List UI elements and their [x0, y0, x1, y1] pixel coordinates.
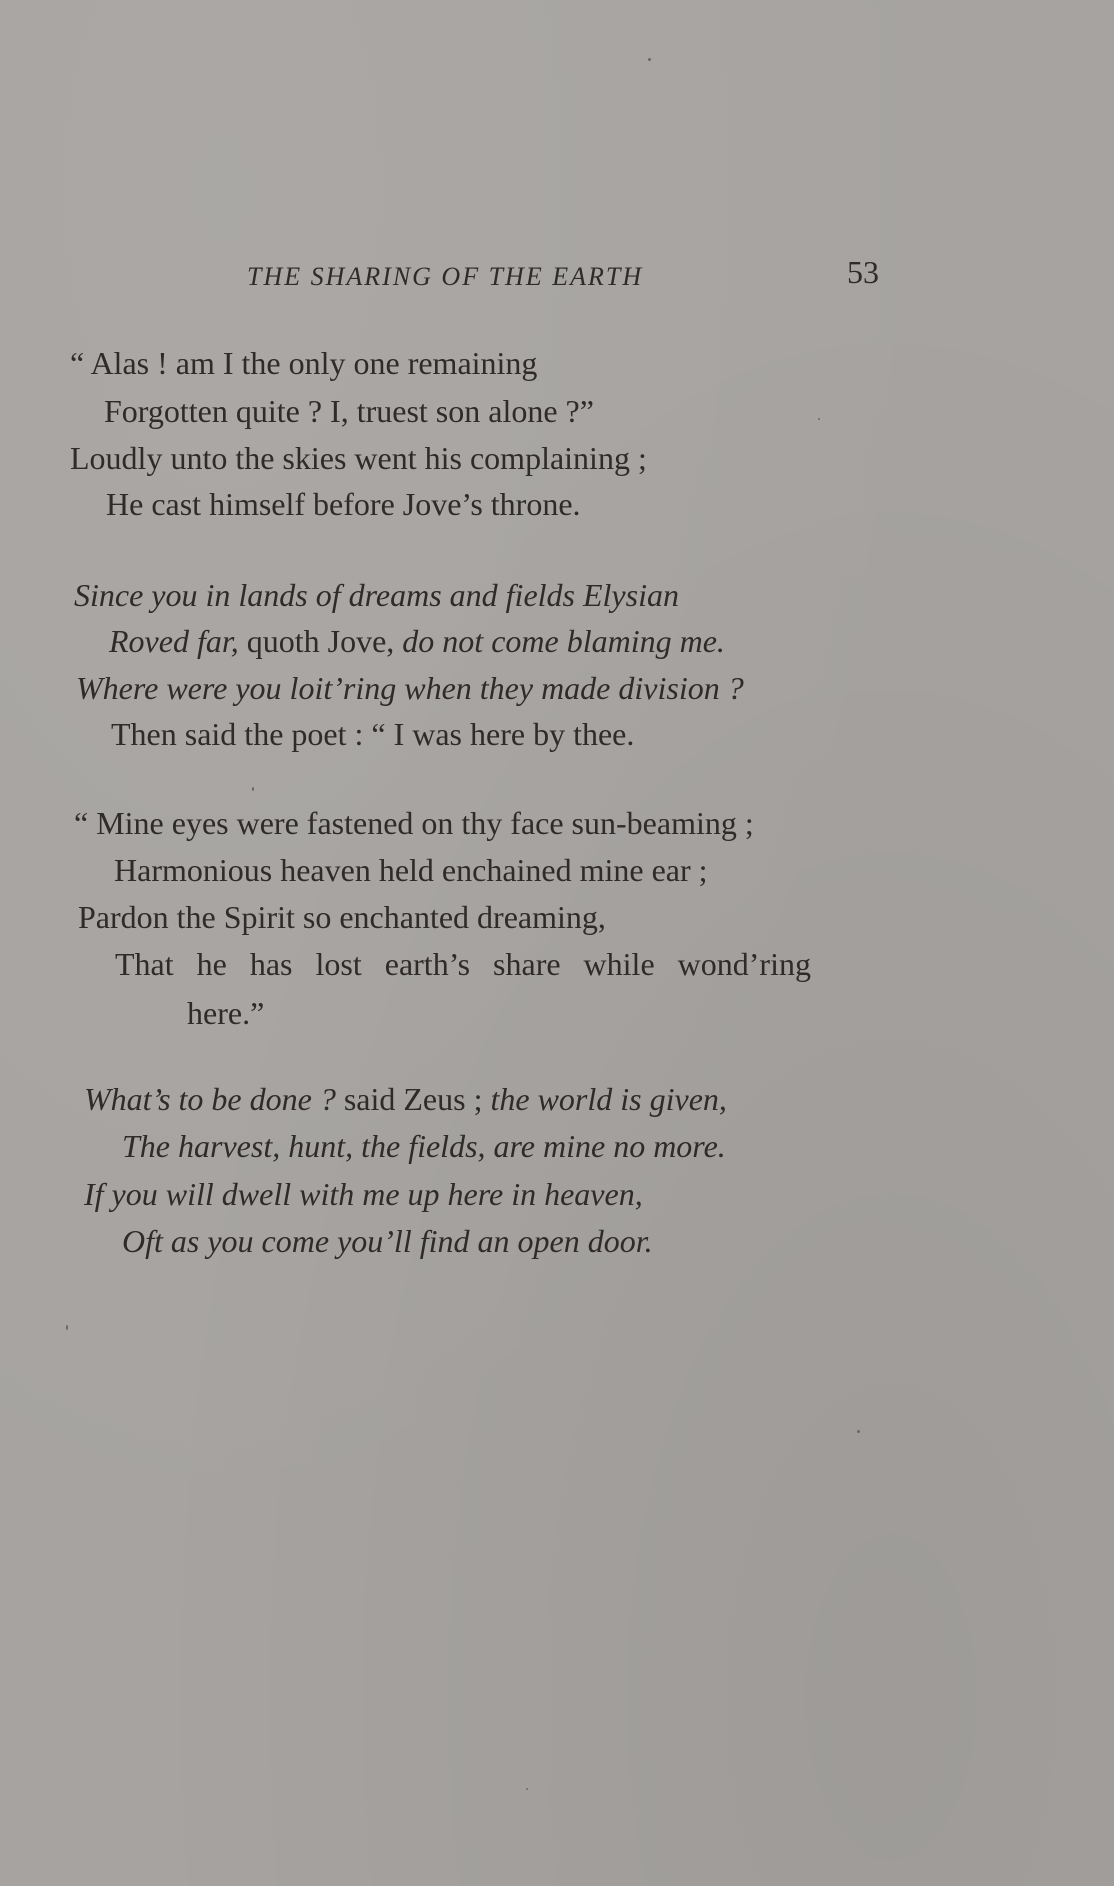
stanza-1-line-1: “ Alas ! am I the only one remaining: [70, 345, 538, 381]
stanza-2-line-2: [109, 621, 725, 661]
stanza-4-line-4: Oft as you come you’ll find an open door.: [122, 1223, 653, 1259]
stanza-3-line-4: That he has lost earth’s share while wond’ring: [115, 946, 811, 982]
stanza-4-line-1: [84, 1079, 727, 1119]
paper-speck: [818, 418, 820, 420]
stanza-3-line-1: “ Mine eyes were fastened on thy face sun-beaming ;: [74, 805, 754, 841]
stanza-1-line-3: Loudly unto the skies went his complaining ;: [70, 440, 647, 476]
stanza-4-line-1-part-a: What’s to be done ?: [84, 1081, 336, 1117]
stanza-1-line-2: Forgotten quite ? I, truest son alone ?”: [104, 393, 594, 429]
paper-speck: [857, 1430, 860, 1433]
stanza-2-line-1: Since you in lands of dreams and fields Elysian: [74, 577, 679, 613]
stanza-2-line-2-part-c: do not come blaming me.: [402, 623, 725, 659]
page-number: 53: [847, 254, 879, 290]
stanza-2-line-2-part-a: Roved far,: [109, 623, 239, 659]
running-header-title: THE SHARING OF THE EARTH: [247, 262, 644, 291]
stanza-4-line-1-part-b: said Zeus ;: [335, 1081, 491, 1117]
paper-speck: [526, 1788, 528, 1790]
stanza-3-line-5: here.”: [187, 995, 265, 1031]
stanza-4-line-3: If you will dwell with me up here in heaven,: [84, 1176, 643, 1212]
stanza-1-line-4: He cast himself before Jove’s throne.: [106, 486, 581, 522]
stanza-3-line-3: Pardon the Spirit so enchanted dreaming,: [78, 899, 606, 935]
stanza-4-line-2: The harvest, hunt, the fields, are mine no more.: [122, 1128, 726, 1164]
stanza-4-line-1-part-c: the world is given,: [490, 1081, 727, 1117]
stanza-2-line-2-part-b: quoth Jove,: [238, 623, 403, 659]
stanza-3-line-2: Harmonious heaven held enchained mine ear ;: [114, 852, 708, 888]
paper-speck: [252, 787, 254, 791]
stanza-2-line-3: Where were you loit’ring when they made division ?: [76, 670, 744, 706]
paper-speck: [66, 1325, 68, 1330]
paper-speck: [648, 58, 651, 61]
stanza-2-line-4: Then said the poet : “ I was here by thee.: [111, 716, 635, 752]
